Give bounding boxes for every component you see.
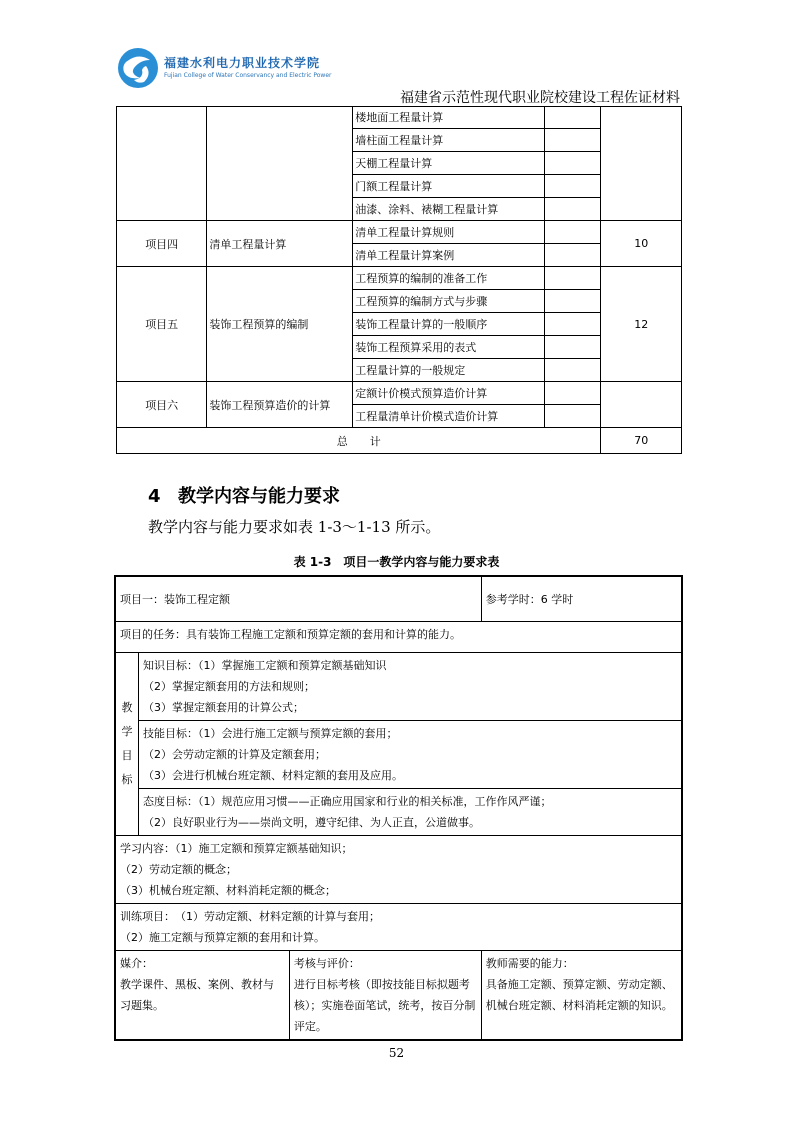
project-name-cell: 装饰工程预算的编制 xyxy=(207,267,353,382)
project-name-cell xyxy=(207,106,353,221)
assessment-cell xyxy=(289,951,481,1041)
goal-label-char: 教 xyxy=(121,701,133,714)
total-row xyxy=(117,428,682,454)
blank-cell xyxy=(544,336,601,359)
learning-content-cell xyxy=(115,836,682,904)
task-cell: 装饰工程预算采用的表式 xyxy=(353,336,545,359)
section-paragraph: 教学内容与能力要求如表 1-3～1-13 所示。 xyxy=(148,518,441,536)
media-text: 教学课件、黑板、案例、教材与习题集。 xyxy=(120,978,274,1012)
task-cell: 装饰工程量计算的一般顺序 xyxy=(353,313,545,336)
project-task-cell: 项目的任务：具有装饰工程施工定额和预算定额的套用和计算的能力。 xyxy=(115,622,682,653)
section-title: 教学内容与能力要求 xyxy=(178,486,340,507)
goal-label-char: 学 xyxy=(121,725,133,738)
task-cell: 油漆、涂料、裱糊工程量计算 xyxy=(353,198,545,221)
media-label: 媒介： xyxy=(120,957,153,970)
task-cell: 天棚工程量计算 xyxy=(353,152,545,175)
table-caption: 表 1-3 项目一教学内容与能力要求表 xyxy=(293,555,500,569)
hours-cell: 10 xyxy=(601,221,682,267)
teaching-requirements-table xyxy=(114,575,683,1041)
knowledge-goal: （3）掌握定额套用的计算公式； xyxy=(142,701,304,714)
blank-cell xyxy=(544,313,601,336)
project-cell: 项目四 xyxy=(117,221,207,267)
project-name-cell: 装饰工程预算造价的计算 xyxy=(207,382,353,428)
blank-cell xyxy=(544,244,601,267)
skill-goal: （2）会劳动定额的计算及定额套用； xyxy=(142,748,326,761)
blank-cell xyxy=(544,175,601,198)
project-cell xyxy=(117,106,207,221)
blank-cell xyxy=(544,198,601,221)
task-cell: 清单工程量计算规则 xyxy=(353,221,545,244)
task-cell: 工程预算的编制方式与步骤 xyxy=(353,290,545,313)
knowledge-goal: （2）掌握定额套用的方法和规则； xyxy=(142,680,315,693)
logo-subtext: Fujian College of Water Conservancy and Electric Power xyxy=(164,72,332,79)
task-cell: 清单工程量计算案例 xyxy=(353,244,545,267)
section-number: 4 xyxy=(148,486,161,507)
teacher-ability-cell xyxy=(481,951,682,1041)
goal-label-char: 标 xyxy=(121,773,133,786)
blank-cell xyxy=(544,129,601,152)
attitude-goals-cell xyxy=(138,789,682,836)
training-item: （2）施工定额与预算定额的套用和计算。 xyxy=(120,931,325,944)
table-row xyxy=(115,653,682,721)
task-cell: 门额工程量计算 xyxy=(353,175,545,198)
page-number: 52 xyxy=(388,1046,405,1060)
task-cell: 工程量计算的一般规定 xyxy=(353,359,545,382)
learning-item: 学习内容：（1）施工定额和预算定额基础知识； xyxy=(120,842,353,855)
table-row xyxy=(115,576,682,622)
training-item: 训练项目： （1）劳动定额、材料定额的计算与套用； xyxy=(120,910,380,923)
schedule-table xyxy=(116,106,682,454)
blank-cell xyxy=(544,405,601,428)
hours-cell: 12 xyxy=(601,267,682,382)
attitude-goal: 态度目标：（1）规范应用习惯——正确应用国家和行业的相关标准，工作作风严谨； xyxy=(142,795,552,808)
task-cell: 工程量清单计价模式造价计算 xyxy=(353,405,545,428)
project-title-cell: 项目一：装饰工程定额 xyxy=(115,576,481,622)
goal-label-char: 目 xyxy=(121,749,133,762)
skill-goals-cell xyxy=(138,721,682,789)
training-items-cell xyxy=(115,904,682,951)
table-row xyxy=(115,836,682,904)
table-row xyxy=(117,221,682,244)
task-cell: 楼地面工程量计算 xyxy=(353,106,545,129)
hours-cell xyxy=(601,106,682,221)
media-cell xyxy=(115,951,289,1041)
task-cell: 工程预算的编制的准备工作 xyxy=(353,267,545,290)
teacher-ability-label: 教师需要的能力： xyxy=(485,957,574,970)
blank-cell xyxy=(544,382,601,405)
teacher-ability-text: 具备施工定额、预算定额、劳动定额、机械台班定额、材料消耗定额的知识。 xyxy=(485,978,673,1012)
learning-item: （2）劳动定额的概念； xyxy=(120,863,237,876)
assessment-label: 考核与评价： xyxy=(293,957,360,970)
knowledge-goals-cell xyxy=(138,653,682,721)
total-value: 70 xyxy=(601,428,682,454)
knowledge-goal: 知识目标：（1）掌握施工定额和预算定额基础知识 xyxy=(142,659,387,672)
task-cell: 定额计价模式预算造价计算 xyxy=(353,382,545,405)
table-row xyxy=(117,106,682,129)
blank-cell xyxy=(544,267,601,290)
task-cell: 墙柱面工程量计算 xyxy=(353,129,545,152)
project-cell: 项目五 xyxy=(117,267,207,382)
table-row xyxy=(115,721,682,789)
table-row xyxy=(115,951,682,1041)
table-row xyxy=(115,789,682,836)
blank-cell xyxy=(544,359,601,382)
skill-goal: 技能目标：（1）会进行施工定额与预算定额的套用； xyxy=(142,727,398,740)
total-label: 总 计 xyxy=(117,428,601,454)
hours-cell xyxy=(601,382,682,428)
logo-text: 福建水利电力职业技术学院 xyxy=(164,56,321,70)
table-row xyxy=(117,267,682,290)
document-title: 福建省示范性现代职业院校建设工程佐证材料 xyxy=(400,90,680,106)
learning-item: （3）机械台班定额、材料消耗定额的概念； xyxy=(120,884,336,897)
assessment-text: 进行目标考核（即按技能目标拟题考核）；实施卷面笔试，统考，按百分制评定。 xyxy=(293,978,476,1033)
blank-cell xyxy=(544,152,601,175)
skill-goal: （3）会进行机械台班定额、材料定额的套用及应用。 xyxy=(142,769,403,782)
table-row xyxy=(115,904,682,951)
blank-cell xyxy=(544,106,601,129)
table-row xyxy=(117,382,682,405)
table-row xyxy=(115,622,682,653)
college-logo xyxy=(116,46,332,100)
blank-cell xyxy=(544,221,601,244)
ref-hours-cell: 参考学时：6 学时 xyxy=(481,576,682,622)
logo-emblem-icon xyxy=(116,46,160,90)
project-cell: 项目六 xyxy=(117,382,207,428)
attitude-goal: （2）良好职业行为——崇尚文明，遵守纪律、为人正直，公道做事。 xyxy=(142,816,480,829)
blank-cell xyxy=(544,290,601,313)
section-heading xyxy=(148,482,340,508)
goal-label-cell xyxy=(115,653,138,836)
project-name-cell: 清单工程量计算 xyxy=(207,221,353,267)
